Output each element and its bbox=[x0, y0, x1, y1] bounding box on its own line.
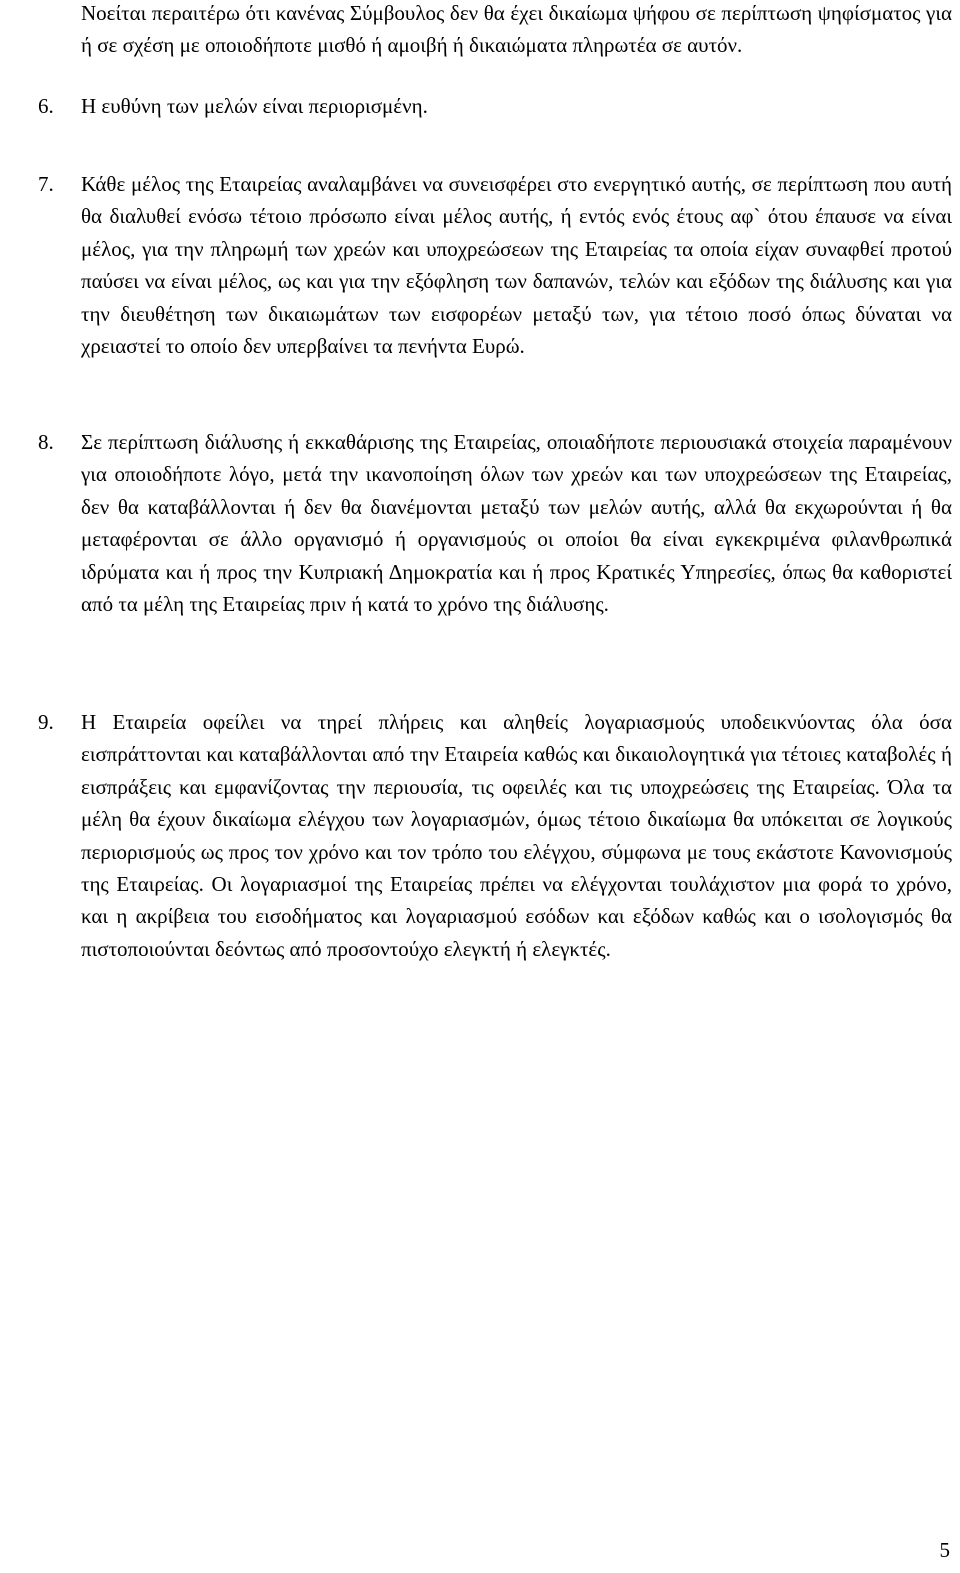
item-text: Κάθε μέλος της Εταιρείας αναλαμβάνει να συνεισφέρει στο ενεργητικό αυτής, σε περίπτωση που αυτή θα διαλυθεί ενόσω τέτοιο πρόσωπο είναι μέλος αυτής, ή εντός ενός έτους αφ` ότου έπαυσε να είναι μέλος, για την πληρωμή των χρεών και υποχρεώσεων της Εταιρείας τα οποία είχαν συναφθεί προτού παύσει να είναι μέλος, ως και για την εξόφληση των δαπανών, τελών και εξόδων της διάλυσης και για την διευθέτηση των δικαιωμάτων των εισφορέων μεταξύ των, για τέτοιο ποσό όπως δύναται να χρειαστεί το οποίο δεν υπερβαίνει τα πενήντα Ευρώ. bbox=[81, 172, 952, 359]
item-number: 8. bbox=[38, 430, 54, 454]
item-text: Η Εταιρεία οφείλει να τηρεί πλήρεις και αληθείς λογαριασμούς υποδεικνύοντας όλα όσα εισπράττονται και καταβάλλονται από την Εταιρεία καθώς και δικαιολογητικά για τέτοιες καταβολές ή εισπράξεις και εμφανίζοντας την περιουσία, τις οφειλές και τις υποχρεώσεις της Εταιρείας. Όλα τα μέλη θα έχουν δικαίωμα ελέγχου των λογαριασμών, όμως τέτοιο δικαίωμα θα υπόκειται σε λογικούς περιορισμούς ως προς τον χρόνο και τον τρόπο του ελέγχου, σύμφωνα με τους εκάστοτε Κανονισμούς της Εταιρείας. Οι λογαριασμοί της Εταιρείας πρέπει να ελέγχονται τουλάχιστον μια φορά το χρόνο, και η ακρίβεια του εισοδήματος και λογαριασμού εσόδων και εξόδων καθώς και ο ισολογισμός θα πιστοποιούνται δεόντως από προσοντούχο ελεγκτή ή ελεγκτές. bbox=[81, 710, 952, 961]
item-number: 7. bbox=[38, 172, 54, 196]
page-number: 5 bbox=[939, 1538, 950, 1562]
item-text: Η ευθύνη των μελών είναι περιορισμένη. bbox=[81, 94, 428, 118]
item-number: 9. bbox=[38, 710, 54, 734]
intro-paragraph: Νοείται περαιτέρω ότι κανένας Σύμβουλος δεν θα έχει δικαίωμα ψήφου σε περίπτωση ψηφίσματος για ή σε σχέση με οποιοδήποτε μισθό ή αμοιβή ή δικαιώματα πληρωτέα σε αυτόν. bbox=[81, 1, 952, 58]
item-number: 6. bbox=[38, 94, 54, 118]
item-text: Σε περίπτωση διάλυσης ή εκκαθάρισης της Εταιρείας, οποιαδήποτε περιουσιακά στοιχεία παραμένουν για οποιοδήποτε λόγο, μετά την ικανοποίηση όλων των χρεών και των υποχρεώσεων της Εταιρείας, δεν θα καταβάλλονται ή δεν θα διανέμονται μεταξύ των μελών αυτής, αλλά θα εκχωρούνται ή θα μεταφέρονται σε άλλο οργανισμό ή οργανισμούς οι οποίοι θα είναι εγκεκριμένα φιλανθρωπικά ιδρύματα και ή προς την Κυπριακή Δημοκρατία και ή προς Κρατικές Υπηρεσίες, όπως θα καθοριστεί από τα μέλη της Εταιρείας πριν ή κατά το χρόνο της διάλυσης. bbox=[81, 430, 952, 617]
